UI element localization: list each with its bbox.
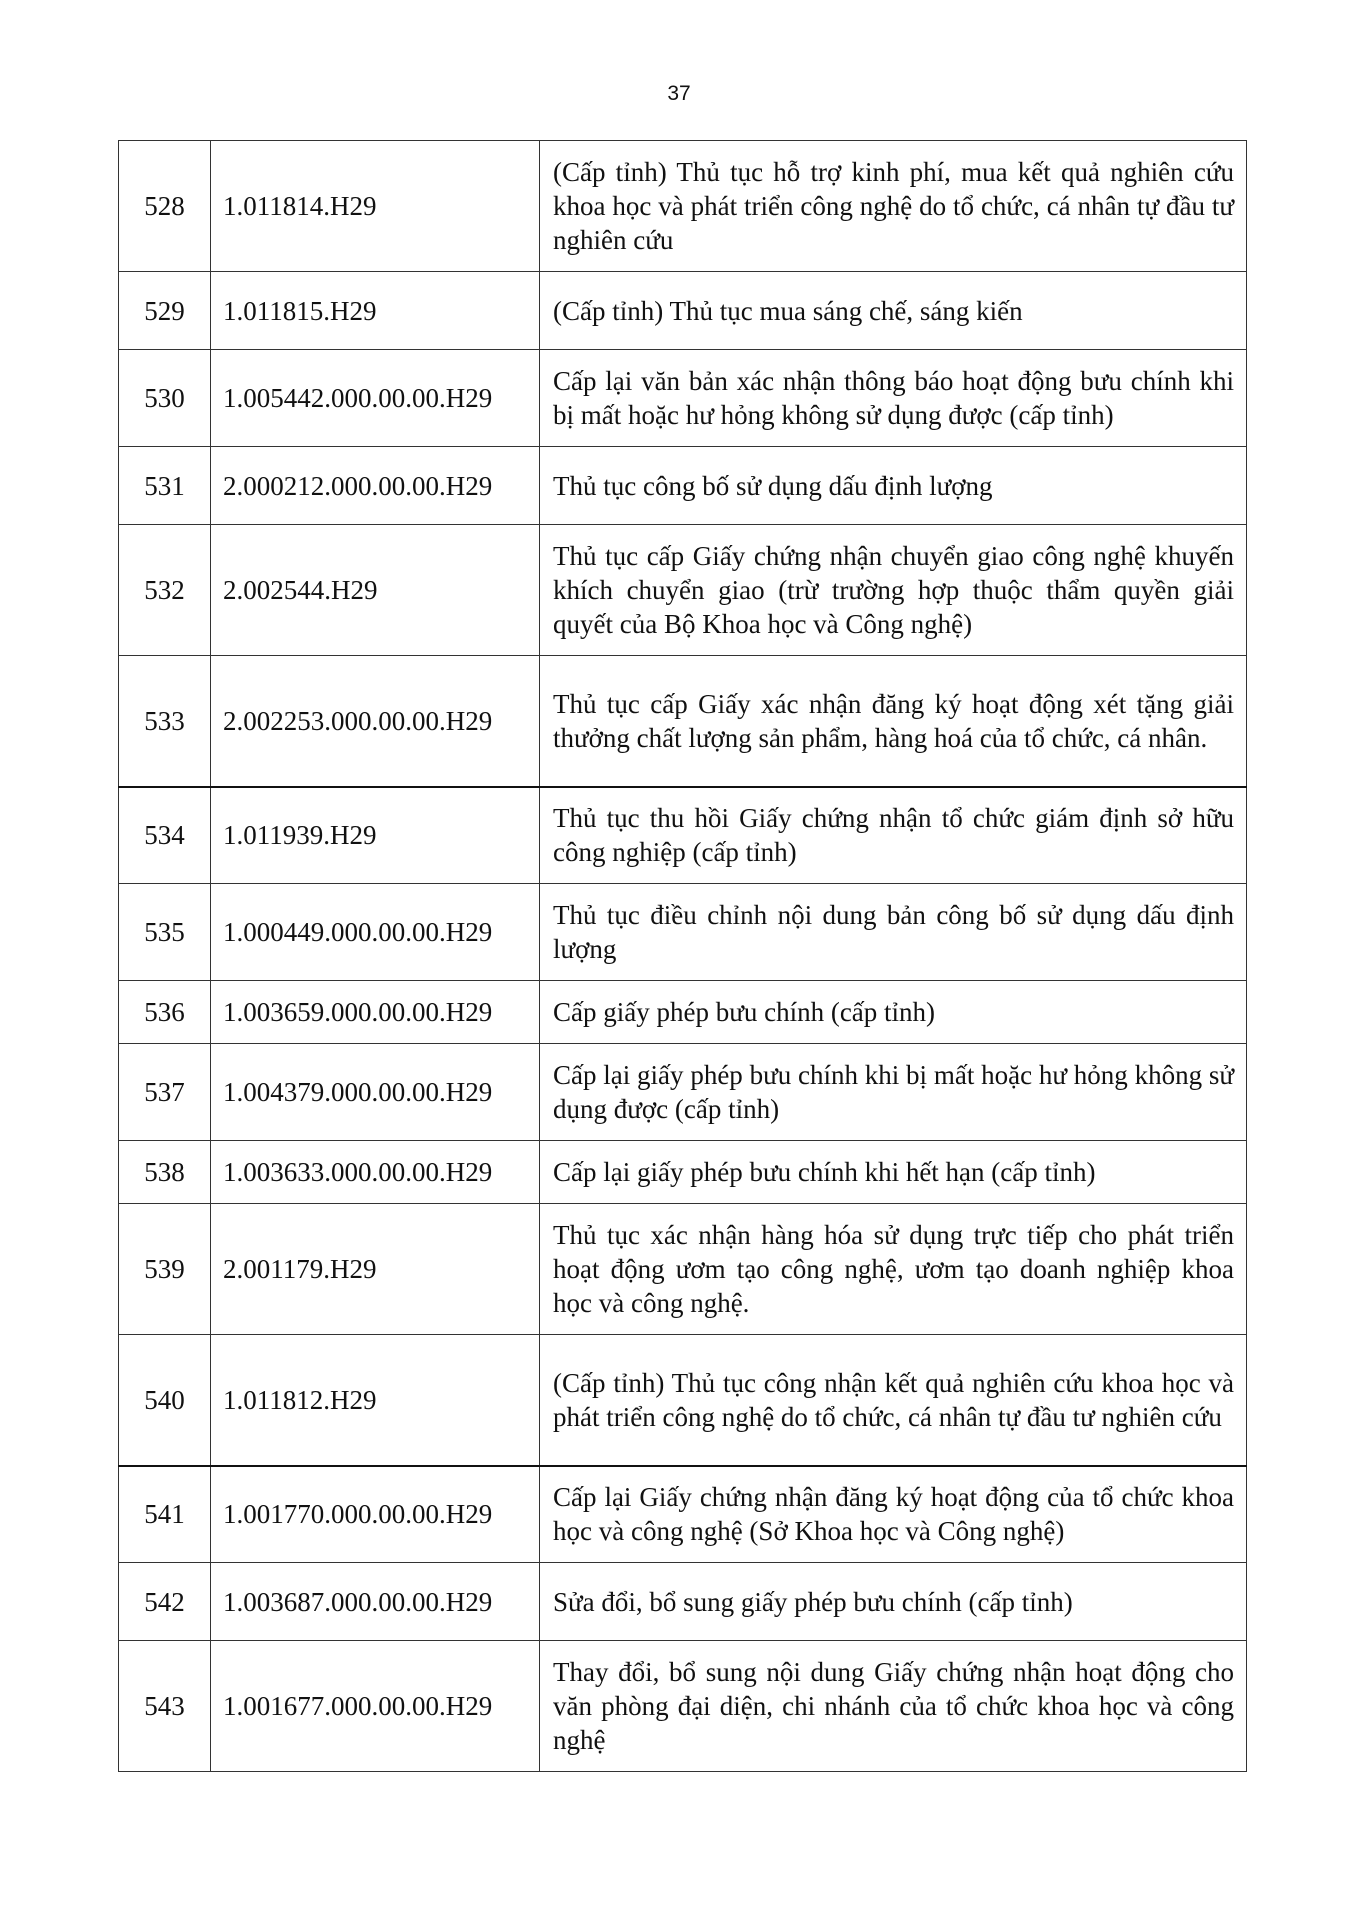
row-number: 528 (119, 141, 211, 272)
procedure-name: Thủ tục điều chỉnh nội dung bản công bố sử dụng dấu định lượng (540, 884, 1247, 981)
row-number: 530 (119, 350, 211, 447)
procedure-code: 2.002544.H29 (211, 525, 540, 656)
row-number: 540 (119, 1335, 211, 1466)
procedure-table (118, 140, 1247, 1772)
procedure-name: (Cấp tỉnh) Thủ tục mua sáng chế, sáng kiến (540, 272, 1247, 350)
procedure-code: 1.001677.000.00.00.H29 (211, 1641, 540, 1772)
procedure-code: 1.011812.H29 (211, 1335, 540, 1466)
procedure-name: Sửa đổi, bổ sung giấy phép bưu chính (cấp tỉnh) (540, 1563, 1247, 1641)
table-row (119, 656, 1247, 787)
table-row (119, 884, 1247, 981)
procedure-name: Cấp lại giấy phép bưu chính khi hết hạn (cấp tỉnh) (540, 1141, 1247, 1204)
row-number: 543 (119, 1641, 211, 1772)
row-number: 533 (119, 656, 211, 787)
table-row (119, 1335, 1247, 1466)
row-number: 534 (119, 787, 211, 884)
procedure-code: 2.000212.000.00.00.H29 (211, 447, 540, 525)
row-number: 541 (119, 1466, 211, 1563)
procedure-name: Thủ tục cấp Giấy chứng nhận chuyển giao công nghệ khuyến khích chuyển giao (trừ trường hợp thuộc thẩm quyền giải quyết của Bộ Khoa học và Công nghệ) (540, 525, 1247, 656)
procedure-name: Cấp lại Giấy chứng nhận đăng ký hoạt động của tổ chức khoa học và công nghệ (Sở Khoa học và Công nghệ) (540, 1466, 1247, 1563)
procedure-code: 1.004379.000.00.00.H29 (211, 1044, 540, 1141)
table-row (119, 272, 1247, 350)
procedure-code: 1.011814.H29 (211, 141, 540, 272)
table-row (119, 1044, 1247, 1141)
row-number: 537 (119, 1044, 211, 1141)
page-number: 37 (667, 82, 691, 105)
procedure-name: Cấp lại giấy phép bưu chính khi bị mất hoặc hư hỏng không sử dụng được (cấp tỉnh) (540, 1044, 1247, 1141)
table-row (119, 787, 1247, 884)
procedure-name: Thủ tục thu hồi Giấy chứng nhận tổ chức giám định sở hữu công nghiệp (cấp tỉnh) (540, 787, 1247, 884)
procedure-name: Thủ tục cấp Giấy xác nhận đăng ký hoạt động xét tặng giải thưởng chất lượng sản phẩm, hàng hoá của tổ chức, cá nhân. (540, 656, 1247, 787)
table-row (119, 1141, 1247, 1204)
row-number: 538 (119, 1141, 211, 1204)
procedure-code: 1.001770.000.00.00.H29 (211, 1466, 540, 1563)
procedure-name: Thay đổi, bổ sung nội dung Giấy chứng nhận hoạt động cho văn phòng đại diện, chi nhánh của tổ chức khoa học và công nghệ (540, 1641, 1247, 1772)
procedure-code: 1.011939.H29 (211, 787, 540, 884)
row-number: 529 (119, 272, 211, 350)
procedure-code: 1.003687.000.00.00.H29 (211, 1563, 540, 1641)
procedure-code: 1.003633.000.00.00.H29 (211, 1141, 540, 1204)
procedure-name: (Cấp tỉnh) Thủ tục hỗ trợ kinh phí, mua kết quả nghiên cứu khoa học và phát triển công nghệ do tổ chức, cá nhân tự đầu tư nghiên cứu (540, 141, 1247, 272)
table-row (119, 350, 1247, 447)
procedure-name: Thủ tục xác nhận hàng hóa sử dụng trực tiếp cho phát triển hoạt động ươm tạo công nghệ, ươm tạo doanh nghiệp khoa học và công nghệ. (540, 1204, 1247, 1335)
table-row (119, 1204, 1247, 1335)
table-row (119, 1563, 1247, 1641)
table-row (119, 447, 1247, 525)
row-number: 531 (119, 447, 211, 525)
procedure-name: (Cấp tỉnh) Thủ tục công nhận kết quả nghiên cứu khoa học và phát triển công nghệ do tổ chức, cá nhân tự đầu tư nghiên cứu (540, 1335, 1247, 1466)
table-row (119, 1641, 1247, 1772)
procedure-code: 1.011815.H29 (211, 272, 540, 350)
procedure-name: Cấp giấy phép bưu chính (cấp tỉnh) (540, 981, 1247, 1044)
table-row (119, 525, 1247, 656)
table-row (119, 981, 1247, 1044)
row-number: 535 (119, 884, 211, 981)
procedure-code: 1.003659.000.00.00.H29 (211, 981, 540, 1044)
procedure-code: 1.005442.000.00.00.H29 (211, 350, 540, 447)
table-row (119, 141, 1247, 272)
row-number: 536 (119, 981, 211, 1044)
procedure-code: 2.002253.000.00.00.H29 (211, 656, 540, 787)
procedure-name: Cấp lại văn bản xác nhận thông báo hoạt động bưu chính khi bị mất hoặc hư hỏng không sử dụng được (cấp tỉnh) (540, 350, 1247, 447)
table-row (119, 1466, 1247, 1563)
row-number: 532 (119, 525, 211, 656)
row-number: 542 (119, 1563, 211, 1641)
row-number: 539 (119, 1204, 211, 1335)
procedure-code: 2.001179.H29 (211, 1204, 540, 1335)
procedure-name: Thủ tục công bố sử dụng dấu định lượng (540, 447, 1247, 525)
procedure-code: 1.000449.000.00.00.H29 (211, 884, 540, 981)
